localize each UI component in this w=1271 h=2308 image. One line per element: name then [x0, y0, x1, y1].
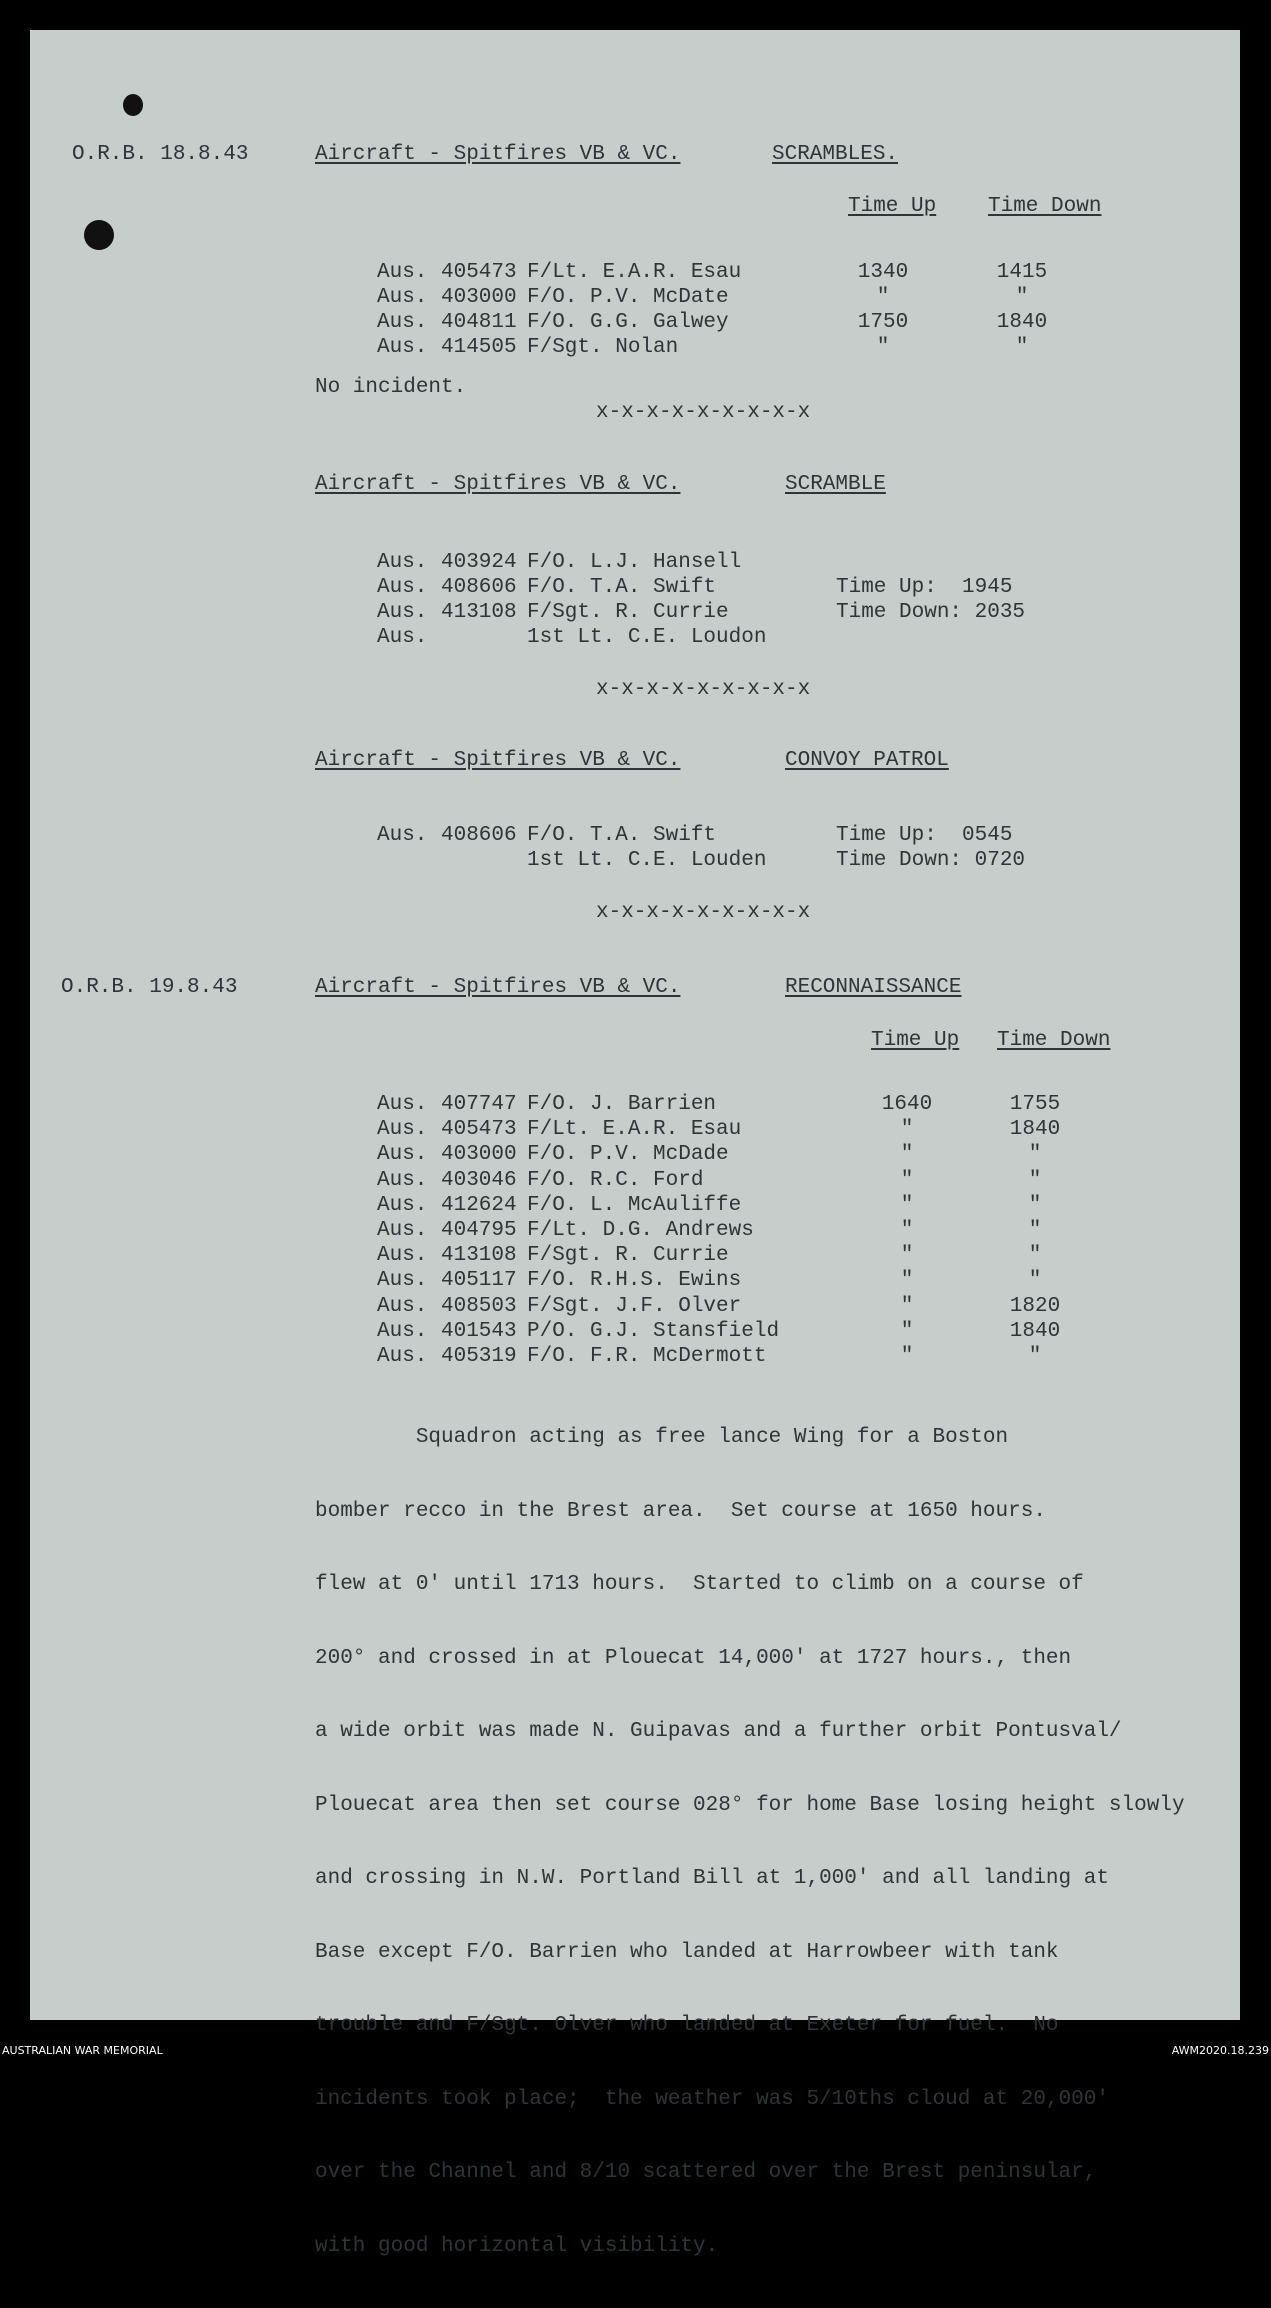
- s3-name-1: F/O. T.A. Swift: [527, 824, 717, 847]
- pilot-name: F/O. R.H.S. Ewins: [527, 1269, 742, 1293]
- punch-hole-bottom: [84, 220, 114, 250]
- narrative-paragraph: [315, 1377, 1215, 2308]
- s3-name-2: 1st Lt. C.E. Louden: [527, 849, 767, 872]
- pilot-name: F/O. J. Barrien: [527, 1093, 717, 1116]
- service-number: 403924: [441, 551, 517, 574]
- mission-type-4: RECONNAISSANCE: [785, 976, 962, 999]
- no-incident-note: No incident.: [315, 376, 467, 399]
- aircraft-heading-1: Aircraft - Spitfires VB & VC.: [315, 143, 681, 166]
- service-number: 405473: [441, 1118, 517, 1142]
- time-up-value: 1340: [857, 261, 909, 284]
- s3-svc: Aus.: [377, 824, 428, 847]
- service-number: 403000: [441, 1143, 517, 1167]
- time-up-value: ": [900, 1219, 914, 1242]
- pilot-name: P/O. G.J. Stansfield: [527, 1319, 780, 1343]
- narrative-line: incidents took place; the weather was 5/10ths cloud at 20,000': [315, 2087, 1109, 2111]
- narrative-line: 200° and crossed in at Plouecat 14,000' at 1727 hours., then: [315, 1646, 1072, 1670]
- service-prefix: Aus.: [377, 1294, 428, 1318]
- service-prefix: Aus.: [377, 1269, 428, 1293]
- time-up-3: Time Up: 0545: [836, 824, 1013, 847]
- service-number: 414505: [441, 336, 517, 359]
- service-number: 407747: [441, 1093, 517, 1116]
- time-down-value: 1840: [1009, 1118, 1061, 1142]
- narrative-line: trouble and F/Sgt. Olver who landed at Exeter for fuel. No: [315, 2014, 1059, 2037]
- mission-type-2: SCRAMBLE: [785, 473, 886, 496]
- time-up-value: ": [900, 1345, 914, 1368]
- time-up-value: ": [900, 1193, 914, 1217]
- time-down-3: Time Down: 0720: [836, 849, 1026, 872]
- service-number: 405117: [441, 1269, 517, 1293]
- pilot-name: 1st Lt. C.E. Loudon: [527, 626, 767, 649]
- time-up-value: ": [900, 1319, 914, 1343]
- service-prefix: Aus.: [377, 551, 428, 574]
- service-prefix: Aus.: [377, 1143, 428, 1167]
- service-number: 413108: [441, 601, 517, 624]
- service-number: 403000: [441, 286, 517, 309]
- time-up-header-1: Time Up: [848, 195, 937, 218]
- aircraft-heading-4: Aircraft - Spitfires VB & VC.: [315, 976, 681, 999]
- service-prefix: Aus.: [377, 626, 428, 649]
- time-down-value: ": [1028, 1143, 1042, 1167]
- pilot-name: F/O. P.V. McDade: [527, 1143, 729, 1167]
- pilot-name: F/O. T.A. Swift: [527, 576, 717, 599]
- pilot-name: F/O. L. McAuliffe: [527, 1193, 742, 1217]
- time-up-value: ": [876, 286, 890, 309]
- aircraft-heading-2: Aircraft - Spitfires VB & VC.: [315, 473, 681, 496]
- service-prefix: Aus.: [377, 311, 428, 334]
- pilot-name: F/Lt. D.G. Andrews: [527, 1219, 754, 1242]
- pilot-name: F/Sgt. R. Currie: [527, 601, 729, 624]
- narrative-line: and crossing in N.W. Portland Bill at 1,000' and all landing at: [315, 1867, 1109, 1890]
- pilot-name: F/Sgt. J.F. Olver: [527, 1294, 742, 1318]
- service-prefix: Aus.: [377, 1168, 428, 1192]
- time-down-header-4: Time Down: [997, 1029, 1111, 1052]
- pilot-name: F/Sgt. R. Currie: [527, 1244, 729, 1268]
- narrative-line: Plouecat area then set course 028° for home Base losing height slowly: [315, 1793, 1185, 1817]
- time-up-value: ": [900, 1294, 914, 1318]
- pilot-name: F/O. L.J. Hansell: [527, 551, 742, 574]
- aircraft-heading-3: Aircraft - Spitfires VB & VC.: [315, 749, 681, 772]
- service-prefix: Aus.: [377, 286, 428, 309]
- punch-hole-top: [123, 94, 143, 116]
- service-prefix: Aus.: [377, 1118, 428, 1142]
- time-up-value: ": [876, 336, 890, 359]
- orb-date-1: O.R.B. 18.8.43: [72, 143, 249, 166]
- time-up-value: ": [900, 1143, 914, 1167]
- time-down-value: 1755: [1009, 1093, 1061, 1116]
- time-up-header-4: Time Up: [871, 1029, 960, 1052]
- time-up-value: 1640: [881, 1093, 933, 1116]
- time-up-value: ": [900, 1168, 914, 1192]
- mission-type-1: SCRAMBLES.: [772, 143, 899, 166]
- service-number: 404795: [441, 1219, 517, 1242]
- narrative-line: bomber recco in the Brest area. Set course at 1650 hours.: [315, 1499, 1046, 1523]
- service-prefix: Aus.: [377, 576, 428, 599]
- service-number: 404811: [441, 311, 517, 334]
- time-down-value: ": [1028, 1219, 1042, 1242]
- time-down-value: ": [1015, 286, 1029, 309]
- time-down-value: ": [1028, 1244, 1042, 1268]
- pilot-name: F/Lt. E.A.R. Esau: [527, 261, 742, 284]
- service-prefix: Aus.: [377, 336, 428, 359]
- time-up-2: Time Up: 1945: [836, 576, 1013, 599]
- pilot-name: F/O. R.C. Ford: [527, 1168, 704, 1192]
- pilot-name: F/O. G.G. Galwey: [527, 311, 729, 334]
- time-up-value: ": [900, 1244, 914, 1268]
- service-prefix: Aus.: [377, 1193, 428, 1217]
- time-down-value: ": [1028, 1345, 1042, 1368]
- service-number: 408606: [441, 576, 517, 599]
- orb-date-2: O.R.B. 19.8.43: [61, 976, 238, 999]
- pilot-name: F/Lt. E.A.R. Esau: [527, 1118, 742, 1142]
- service-prefix: Aus.: [377, 1093, 428, 1116]
- service-number: 405319: [441, 1345, 517, 1368]
- separator-2: x-x-x-x-x-x-x-x-x: [596, 678, 811, 701]
- time-up-value: ": [900, 1118, 914, 1142]
- time-down-value: 1820: [1009, 1294, 1061, 1318]
- narrative-line: a wide orbit was made N. Guipavas and a further orbit Pontusval/: [315, 1720, 1122, 1743]
- service-number: 413108: [441, 1244, 517, 1268]
- pilot-name: F/O. P.V. McDate: [527, 286, 729, 309]
- service-prefix: Aus.: [377, 261, 428, 284]
- time-up-value: 1750: [857, 311, 909, 334]
- s3-number: 408606: [441, 824, 517, 847]
- service-prefix: Aus.: [377, 601, 428, 624]
- narrative-line: over the Channel and 8/10 scattered over the Brest peninsular,: [315, 2161, 1097, 2184]
- service-prefix: Aus.: [377, 1345, 428, 1368]
- time-down-value: 1840: [1009, 1319, 1061, 1343]
- service-prefix: Aus.: [377, 1244, 428, 1268]
- service-number: 412624: [441, 1193, 517, 1217]
- separator-3: x-x-x-x-x-x-x-x-x: [596, 901, 811, 924]
- service-prefix: Aus.: [377, 1319, 428, 1343]
- service-number: 401543: [441, 1319, 517, 1343]
- separator-1: x-x-x-x-x-x-x-x-x: [596, 401, 811, 424]
- service-number: 408503: [441, 1294, 517, 1318]
- service-number: 403046: [441, 1168, 517, 1192]
- time-up-value: ": [900, 1269, 914, 1293]
- time-down-header-1: Time Down: [988, 195, 1102, 218]
- time-down-2: Time Down: 2035: [836, 601, 1026, 624]
- narrative-line: Squadron acting as free lance Wing for a Boston: [315, 1426, 1009, 1449]
- time-down-value: ": [1028, 1168, 1042, 1192]
- service-number: 405473: [441, 261, 517, 284]
- time-down-value: 1415: [996, 261, 1048, 284]
- time-down-value: ": [1028, 1269, 1042, 1293]
- pilot-name: F/Sgt. Nolan: [527, 336, 679, 359]
- narrative-line: Base except F/O. Barrien who landed at Harrowbeer with tank: [315, 1940, 1059, 1964]
- service-prefix: Aus.: [377, 1219, 428, 1242]
- narrative-line: flew at 0' until 1713 hours. Started to climb on a course of: [315, 1573, 1084, 1596]
- footer-credit: AUSTRALIAN WAR MEMORIAL: [2, 2044, 163, 2057]
- pilot-name: F/O. F.R. McDermott: [527, 1345, 767, 1368]
- time-down-value: ": [1015, 336, 1029, 359]
- mission-type-3: CONVOY PATROL: [785, 749, 949, 772]
- footer-accession: AWM2020.18.239: [1171, 2044, 1269, 2057]
- time-down-value: ": [1028, 1193, 1042, 1217]
- time-down-value: 1840: [996, 311, 1048, 334]
- narrative-line: with good horizontal visibility.: [315, 2234, 719, 2258]
